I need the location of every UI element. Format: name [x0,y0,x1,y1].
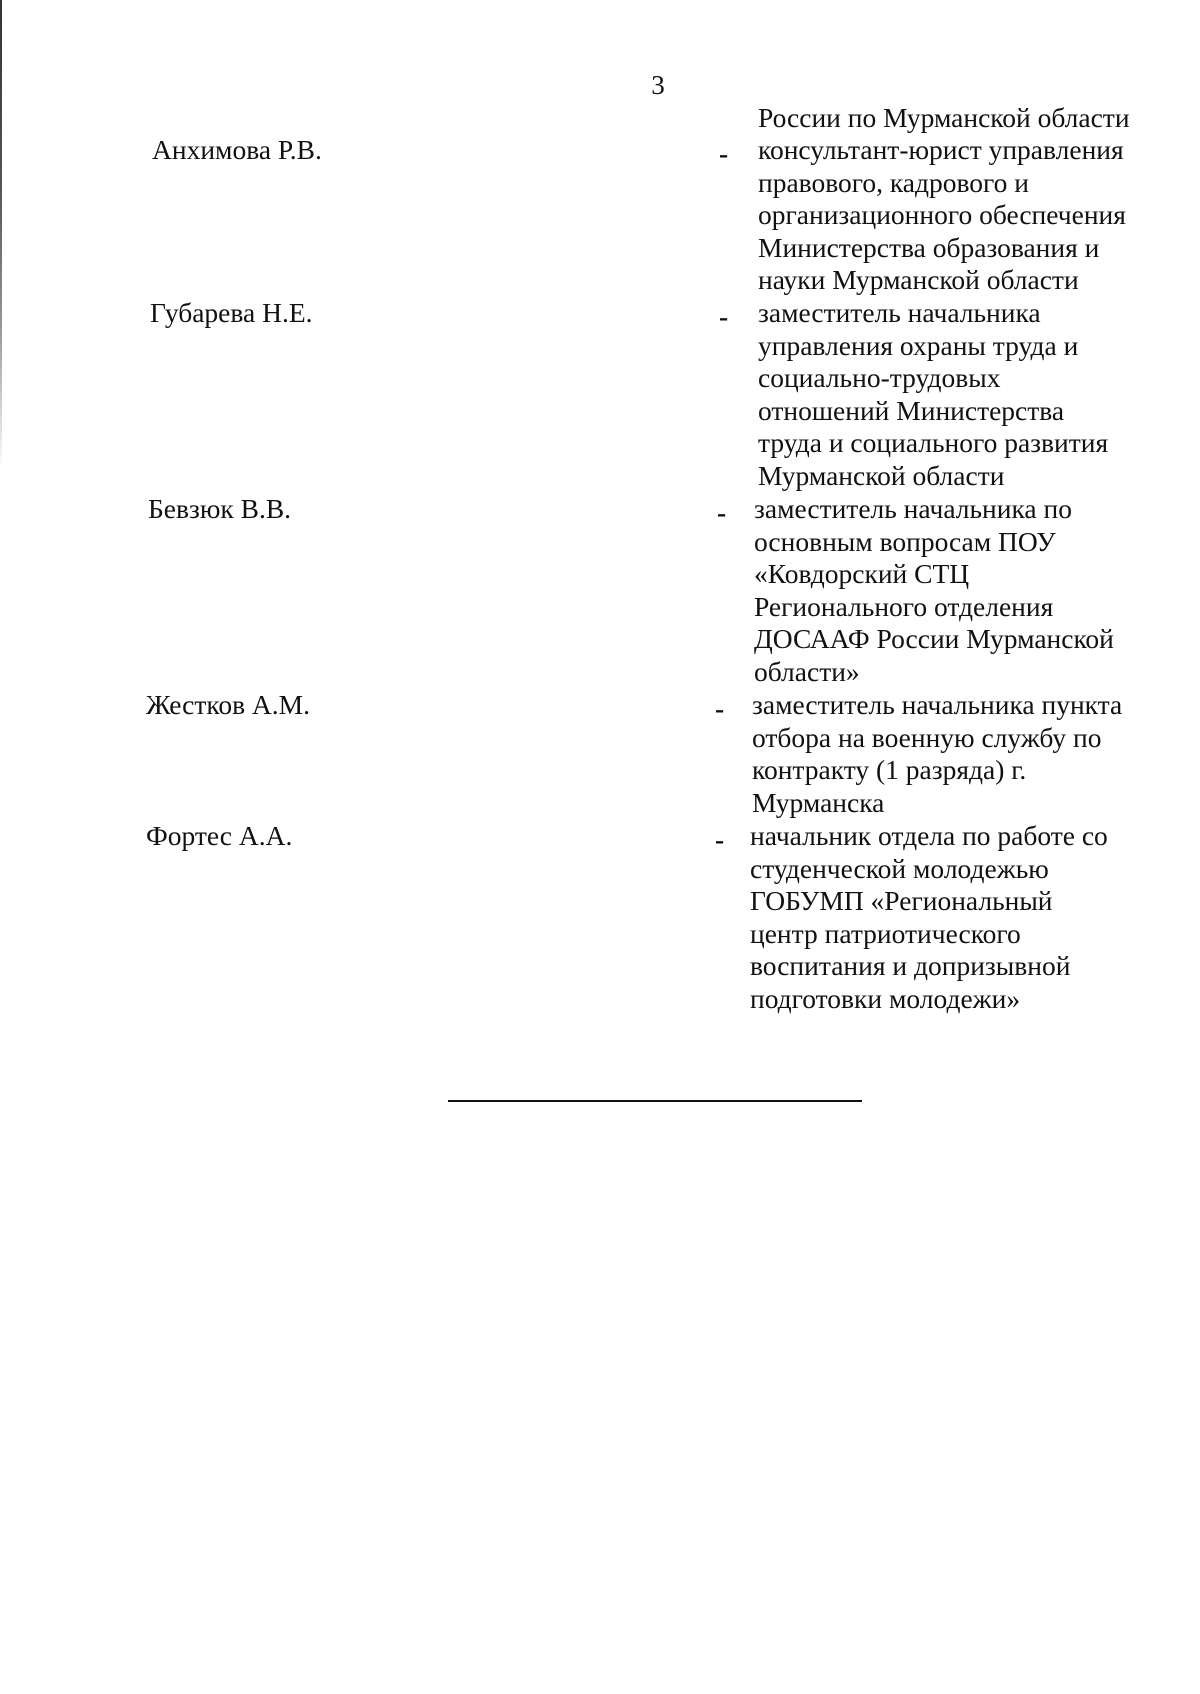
member-dash: - [715,693,725,724]
member-dash: - [717,497,727,528]
member-name: Бевзюк В.В. [148,493,292,524]
member-description: заместитель начальника пункта отбора на военную службу по контракту (1 разряда) г. Мурманска [752,689,1123,818]
member-name: Губарева Н.Е. [150,297,313,328]
member-description: заместитель начальника по основным вопросам ПОУ «Ковдорский СТЦ Регионального отделения ДОСААФ России Мурманской области» [754,493,1114,687]
continued-description: России по Мурманской области [758,102,1130,133]
member-dash: - [715,824,725,855]
member-description: заместитель начальника управления охраны труда и социально-трудовых отношений Министерства труда и социального развития Мурманской области [758,297,1109,491]
member-description: начальник отдела по работе со студенческой молодежью ГОБУМП «Региональный центр патриотического воспитания и допризывной подготовки молодежи» [750,820,1108,1014]
member-name: Жестков А.М. [146,689,310,720]
member-name: Фортес А.А. [146,820,293,851]
member-name: Анхимова Р.В. [152,134,322,165]
member-dash: - [719,301,729,332]
closing-horizontal-rule [448,1100,862,1102]
member-description: консультант-юрист управления правового, кадрового и организационного обеспечения Министерства образования и науки Мурманской области [758,134,1126,296]
member-dash: - [719,138,729,169]
page-number: 3 [651,70,665,100]
